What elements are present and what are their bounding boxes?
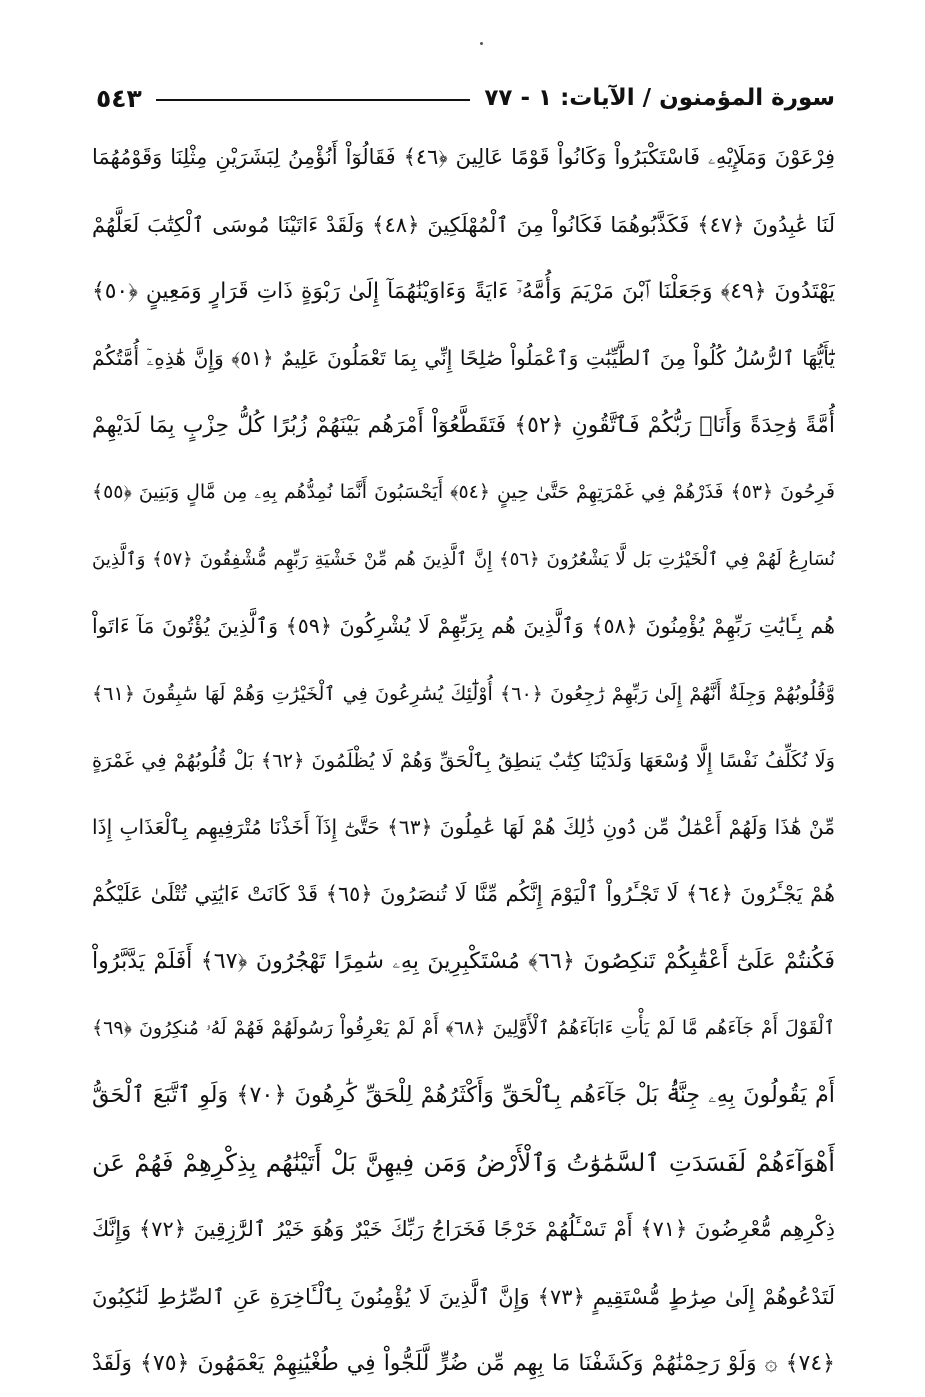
page-mark (480, 42, 483, 45)
text-line: لَتَدْعُوهُمْ إِلَىٰ صِرَٰطٍ مُّسْتَقِيمٍ ﴿٧٣﴾ وَإِنَّ ٱلَّذِينَ لَا يُؤْمِنُونَ بِٱلْـَٔاخِرَةِ عَنِ ٱلصِّرَٰطِ لَنَٰكِبُونَ (92, 1284, 835, 1309)
surah-title: سورة المؤمنون / الآيات: ١ - ٧٧ (484, 85, 835, 111)
text-line: فِرْعَوْنَ وَمَلَإِيْهِۦ فَاسْتَكْبَرُواْ وَكَانُواْ قَوْمًا عَالِينَ ﴿٤٦﴾ فَقَالُوٓاْ أَنُؤْمِنُ لِبَشَرَيْنِ مِثْلِنَا وَقَوْمُهُمَا (92, 145, 835, 169)
text-line: مِّنْ هَٰذَا وَلَهُمْ أَعْمَٰلٌ مِّن دُونِ ذَٰلِكَ هُمْ لَهَا عَٰمِلُونَ ﴿٦٣﴾ حَتَّىٰٓ إِذَآ أَخَذْنَا مُتْرَفِيهِم بِٱلْعَذَابِ إِذَا (92, 815, 835, 839)
text-line: فَكُنتُمْ عَلَىٰٓ أَعْقَٰبِكُمْ تَنكِصُونَ ﴿٦٦﴾ مُسْتَكْبِرِينَ بِهِۦ سَٰمِرًا تَهْجُرُونَ ﴿٦٧﴾ أَفَلَمْ يَدَّبَّرُواْ (92, 948, 835, 974)
text-line: نُسَارِعُ لَهُمْ فِي ٱلْخَيْرَٰتِ بَل لَّا يَشْعُرُونَ ﴿٥٦﴾ إِنَّ ٱلَّذِينَ هُم مِّنْ خَشْيَةِ رَبِّهِم مُّشْفِقُونَ ﴿٥٧﴾ وَٱلَّذِينَ (92, 549, 835, 570)
text-line: هُمْ يَجْـَٔرُونَ ﴿٦٤﴾ لَا تَجْـَٔرُواْ ٱلْيَوْمَ إِنَّكُم مِّنَّا لَا تُنصَرُونَ ﴿٦٥﴾ قَدْ كَانَتْ ءَايَٰتِي تُتْلَىٰ عَلَيْكُمْ (92, 882, 835, 906)
text-line: وَّقُلُوبُهُمْ وَجِلَةٌ أَنَّهُمْ إِلَىٰ رَبِّهِمْ رَٰجِعُونَ ﴿٦٠﴾ أُوْلَٰٓئِكَ يُسَٰرِعُونَ فِي ٱلْخَيْرَٰتِ وَهُمْ لَهَا سَٰبِقُونَ ﴿٦١﴾ (92, 682, 835, 705)
text-line: أُمَّةً وَٰحِدَةً وَأَنَا۠ رَبُّكُمْ فَٱتَّقُونِ ﴿٥٢﴾ فَتَقَطَّعُوٓاْ أَمْرَهُم بَيْنَهُمْ زُبُرًا كُلُّ حِزْبٍ بِمَا لَدَيْهِمْ (92, 413, 835, 438)
text-line: وَلَا نُكَلِّفُ نَفْسًا إِلَّا وُسْعَهَا وَلَدَيْنَا كِتَٰبٌ يَنطِقُ بِٱلْحَقِّ وَهُمْ لَا يُظْلَمُونَ ﴿٦٢﴾ بَلْ قُلُوبُهُمْ فِي غَمْرَةٍ (92, 749, 835, 772)
text-line: يَٰٓأَيُّهَا ٱلرُّسُلُ كُلُواْ مِنَ ٱلطَّيِّبَٰتِ وَٱعْمَلُواْ صَٰلِحًا إِنِّي بِمَا تَعْمَلُونَ عَلِيمٌ ﴿٥١﴾ وَإِنَّ هَٰذِهِۦٓ أُمَّتُكُمْ (92, 346, 835, 370)
text-line: فَرِحُونَ ﴿٥٣﴾ فَذَرْهُمْ فِي غَمْرَتِهِمْ حَتَّىٰ حِينٍ ﴿٥٤﴾ أَيَحْسَبُونَ أَنَّمَا نُمِدُّهُم بِهِۦ مِن مَّالٍ وَبَنِينَ ﴿٥٥﴾ (92, 481, 835, 503)
text-line: ﴿٧٤﴾ ۞ وَلَوْ رَحِمْنَٰهُمْ وَكَشَفْنَا مَا بِهِم مِّن ضُرٍّ لَّلَجُّواْ فِي طُغْيَٰنِهِمْ يَعْمَهُونَ ﴿٧٥﴾ وَلَقَدْ (92, 1351, 835, 1376)
header-divider (156, 99, 471, 101)
quran-text-block (92, 124, 835, 1397)
text-line: ذِكْرِهِم مُّعْرِضُونَ ﴿٧١﴾ أَمْ تَسْـَٔلُهُمْ خَرْجًا فَخَرَاجُ رَبِّكَ خَيْرٌ وَهُوَ خَيْرُ ٱلرَّٰزِقِينَ ﴿٧٢﴾ وَإِنَّكَ (92, 1217, 835, 1241)
text-line: يَهْتَدُونَ ﴿٤٩﴾ وَجَعَلْنَا ٱبْنَ مَرْيَمَ وَأُمَّهُۥٓ ءَايَةً وَءَاوَيْنَٰهُمَآ إِلَىٰ رَبْوَةٍ ذَاتِ قَرَارٍ وَمَعِينٍ ﴿٥٠﴾ (92, 279, 835, 304)
text-line: أَهْوَآءَهُمْ لَفَسَدَتِ ٱلسَّمَٰوَٰتُ وَٱلْأَرْضُ وَمَن فِيهِنَّ بَلْ أَتَيْنَٰهُم بِذِكْرِهِمْ فَهُمْ عَن (92, 1148, 835, 1177)
page-number: ٥٤٣ (96, 83, 142, 113)
text-line: لَنَا عَٰبِدُونَ ﴿٤٧﴾ فَكَذَّبُوهُمَا فَكَانُواْ مِنَ ٱلْمُهْلَكِينَ ﴿٤٨﴾ وَلَقَدْ ءَاتَيْنَا مُوسَى ٱلْكِتَٰبَ لَعَلَّهُمْ (92, 212, 835, 237)
page-header (96, 78, 835, 118)
text-line: هُم بِـَٔايَٰتِ رَبِّهِمْ يُؤْمِنُونَ ﴿٥٨﴾ وَٱلَّذِينَ هُم بِرَبِّهِمْ لَا يُشْرِكُونَ ﴿٥٩﴾ وَٱلَّذِينَ يُؤْتُونَ مَآ ءَاتَواْ (92, 614, 835, 638)
text-line: أَمْ يَقُولُونَ بِهِۦ جِنَّةُۢ بَلْ جَآءَهُم بِٱلْحَقِّ وَأَكْثَرُهُمْ لِلْحَقِّ كَٰرِهُونَ ﴿٧٠﴾ وَلَوِ ٱتَّبَعَ ٱلْحَقُّ (92, 1082, 835, 1108)
text-line: ٱلْقَوْلَ أَمْ جَآءَهُم مَّا لَمْ يَأْتِ ءَابَآءَهُمُ ٱلْأَوَّلِينَ ﴿٦٨﴾ أَمْ لَمْ يَعْرِفُواْ رَسُولَهُمْ فَهُمْ لَهُۥ مُنكِرُونَ ﴿٦٩﴾ (92, 1017, 835, 1039)
